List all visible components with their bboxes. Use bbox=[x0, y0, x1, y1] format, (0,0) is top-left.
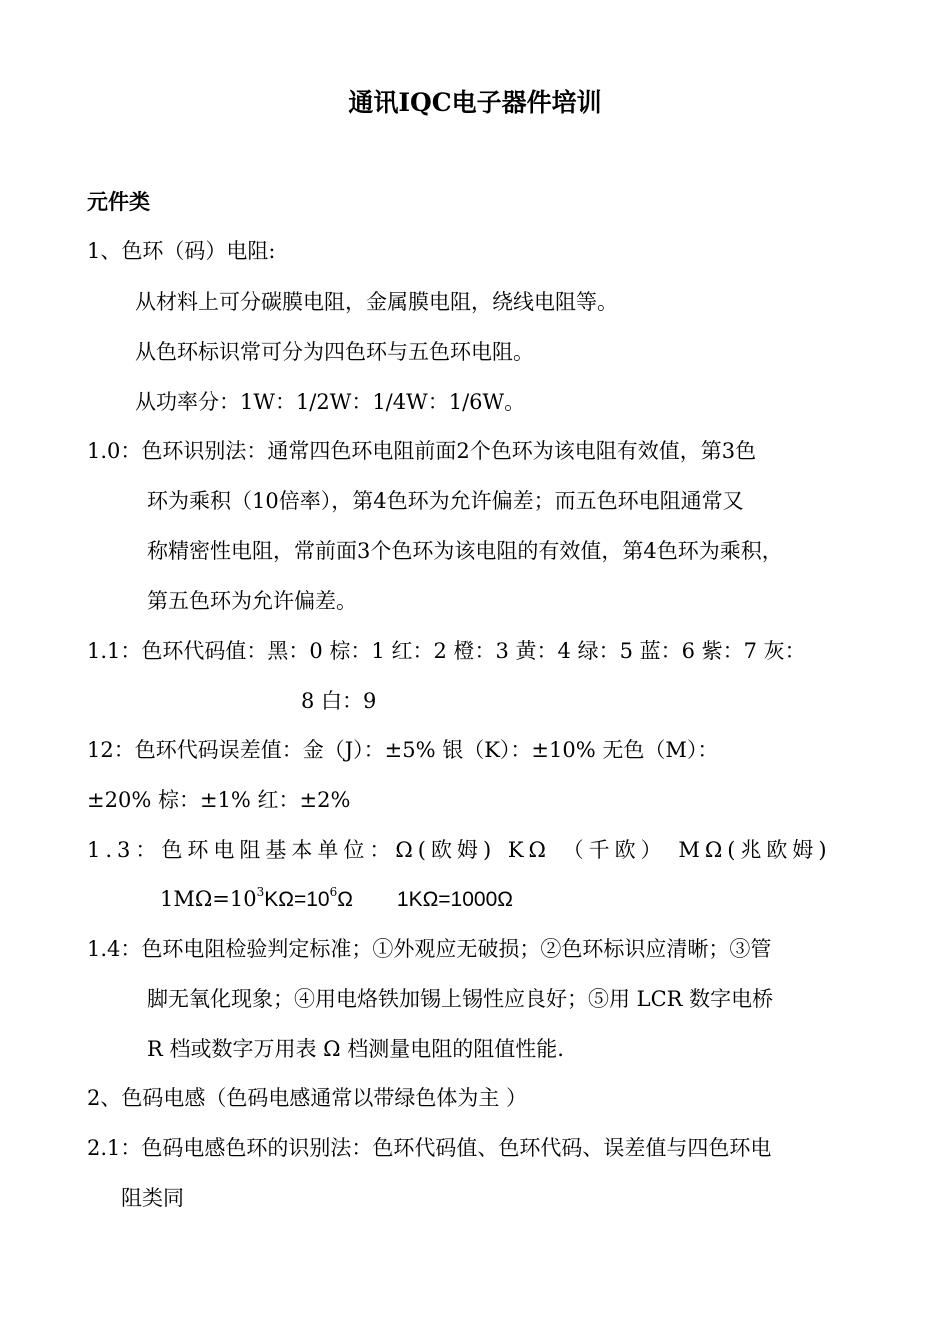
paragraph-1-1-line-1: 1.1：色环代码值：黑：0 棕：1 红：2 橙：3 黄：4 绿：5 蓝：6 紫：7 灰： bbox=[87, 639, 806, 663]
exponent-3: 3 bbox=[256, 885, 265, 899]
unit-formula-middle: KΩ=10 bbox=[264, 888, 330, 911]
paragraph-12-line-2: ±20% 棕：±1% 红：±2% bbox=[87, 788, 351, 812]
paragraph-power: 从功率分：1W：1/2W：1/4W：1/6W。 bbox=[135, 390, 526, 414]
paragraph-1-0-line-4: 第五色环为允许偏差。 bbox=[147, 589, 357, 613]
paragraph-2-1-line-1: 2.1：色码电感色环的识别法：色环代码值、色环代码、误差值与四色环电 bbox=[87, 1136, 772, 1160]
unit-formula-kilo: 1KΩ=1000Ω bbox=[396, 888, 513, 911]
paragraph-1-0-line-2: 环为乘积（10倍率），第4色环为允许偏差；而五色环电阻通常又 bbox=[147, 489, 744, 513]
heading-color-code-inductor: 2、色码电感（色码电感通常以带绿色体为主 ） bbox=[87, 1086, 528, 1110]
paragraph-2-1-line-2: 阻类同 bbox=[121, 1186, 184, 1210]
paragraph-1-4-line-3: R 档或数字万用表 Ω 档测量电阻的阻值性能. bbox=[147, 1037, 564, 1061]
document-title: 通讯IQC电子器件培训 bbox=[348, 88, 602, 117]
heading-color-ring-resistor: 1、色环（码）电阻: bbox=[87, 239, 276, 263]
paragraph-1-4-line-1: 1.4：色环电阻检验判定标准；①外观应无破损；②色环标识应清晰；③管 bbox=[87, 937, 772, 961]
paragraph-1-1-line-2: 8 白：9 bbox=[301, 689, 377, 713]
paragraph-1-3-line-1: 1.3：色环电阻基本单位：Ω(欧姆) KΩ （千欧） MΩ(兆欧姆) bbox=[87, 838, 832, 862]
paragraph-12-line-1: 12：色环代码误差值：金（J）：±5% 银（K）：±10% 无色（M）： bbox=[87, 738, 719, 762]
unit-formula-suffix: Ω bbox=[337, 888, 353, 911]
paragraph-1-0-line-3: 称精密性电阻，常前面3个色环为该电阻的有效值，第4色环为乘积， bbox=[147, 539, 783, 563]
unit-formula-prefix: 1MΩ=10 bbox=[160, 887, 257, 911]
paragraph-material: 从材料上可分碳膜电阻，金属膜电阻，绕线电阻等。 bbox=[135, 290, 618, 314]
section-heading: 元件类 bbox=[87, 190, 150, 214]
paragraph-ring-types: 从色环标识常可分为四色环与五色环电阻。 bbox=[135, 340, 534, 364]
paragraph-1-4-line-2: 脚无氧化现象；④用电烙铁加锡上锡性应良好；⑤用 LCR 数字电桥 bbox=[147, 987, 774, 1011]
paragraph-1-3-line-2 bbox=[160, 886, 513, 913]
exponent-6: 6 bbox=[329, 885, 338, 899]
paragraph-1-0-line-1: 1.0：色环识别法：通常四色环电阻前面2个色环为该电阻有效值，第3色 bbox=[87, 439, 757, 463]
